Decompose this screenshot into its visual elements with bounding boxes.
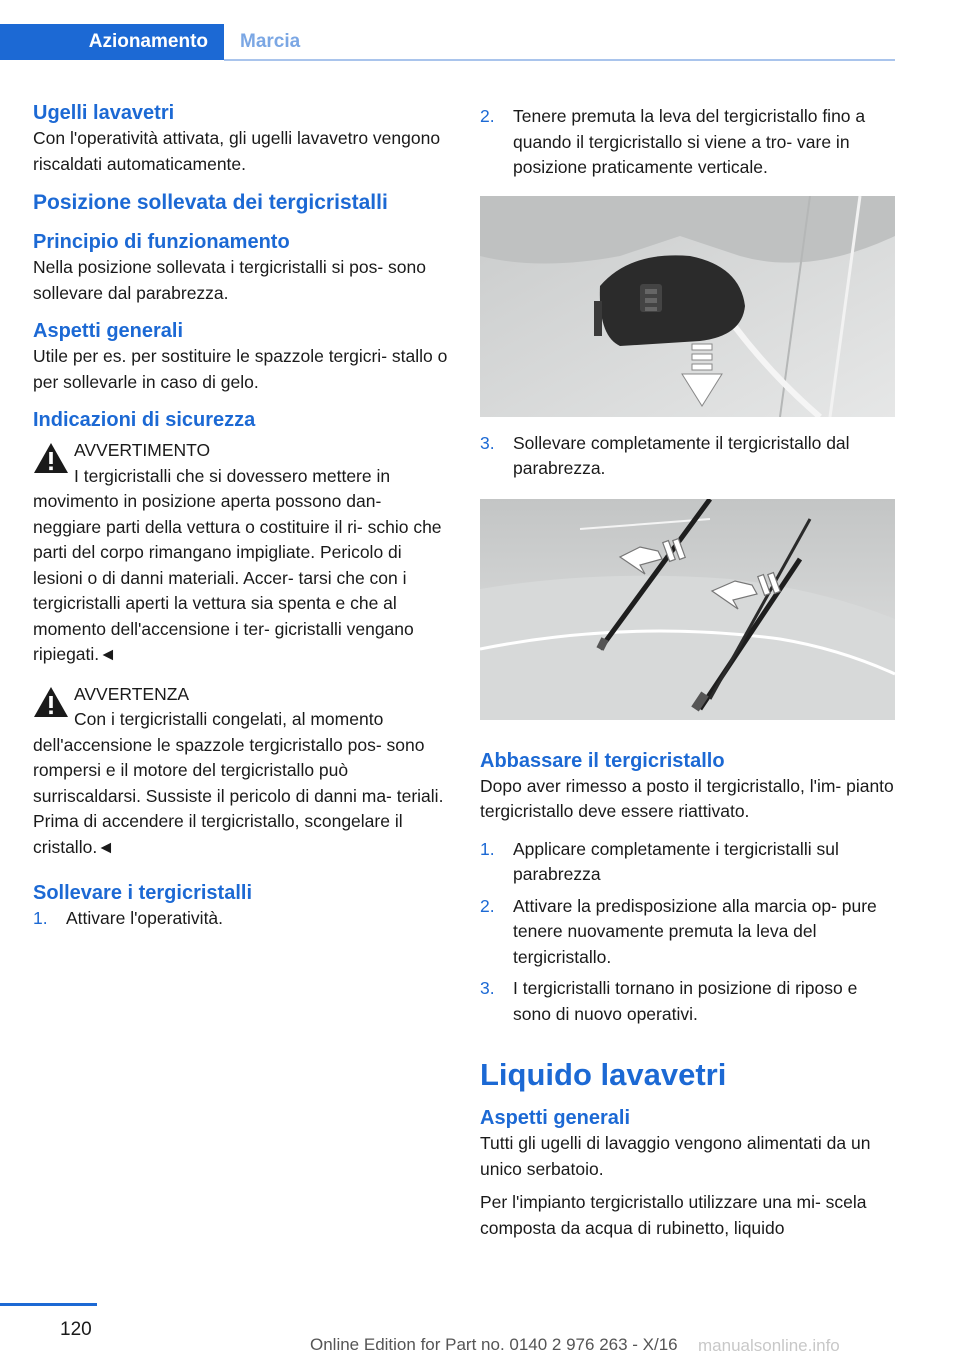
- list-item: [480, 104, 895, 181]
- figure-wiper-lever: [480, 196, 895, 417]
- tab-azionamento[interactable]: Azionamento: [0, 24, 224, 60]
- steps-sollevare-continued-2: [480, 431, 895, 482]
- warning-block-1: [33, 438, 448, 668]
- list-item: [33, 906, 448, 932]
- heading-sicurezza: Indicazioni di sicurezza: [33, 409, 256, 431]
- paragraph-principio: Nella posizione sollevata i tergicristalli si pos‐ sono sollevare dal parabrezza.: [33, 257, 426, 303]
- paragraph-aspetti-liquido-1: Tutti gli ugelli di lavaggio vengono alimentati da un unico serbatoio.: [480, 1133, 871, 1179]
- step-number: 1.: [33, 908, 48, 928]
- step-number: 2.: [480, 895, 495, 916]
- list-item: [480, 837, 895, 888]
- tab-marcia[interactable]: Marcia: [240, 31, 301, 52]
- step-text: Applicare completamente i tergicristalli sul parabrezza: [513, 838, 839, 884]
- warning-triangle-icon: [33, 686, 69, 718]
- warning-triangle-icon: [33, 442, 69, 474]
- steps-sollevare: [33, 906, 448, 932]
- left-column: [33, 100, 448, 932]
- list-item: [480, 894, 895, 971]
- warning-1-title: AVVERTIMENTO: [74, 440, 211, 460]
- right-column: [480, 104, 895, 1241]
- warning-1-text: I tergicristalli che si dovessero mettere in movimento in posizione aperta possono dan‐ neggiare parti della vettura o costituire il ri‐ schio che parti del corpo rimangano impigliate. Pericolo di lesioni o di danni materiali. Accer‐ tarsi che con i tergicristalli aperti la vettura sia spenta e che al momento dell'accensione i ter‐ gicristalli vengano ripiegati.◄: [33, 465, 442, 664]
- wiper-raised-illustration: [480, 499, 895, 720]
- step-text: I tergicristalli tornano in posizione di riposo e sono di nuovo operativi.: [513, 978, 858, 1024]
- step-text: Tenere premuta la leva del tergicristallo fino a quando il tergicristallo si viene a tro‐ vare in posizione praticamente verticale.: [513, 106, 866, 177]
- step-number: 2.: [480, 106, 495, 126]
- step-number: 3.: [480, 432, 495, 453]
- page-number: 120: [60, 1319, 92, 1340]
- paragraph-abbassare: Dopo aver rimesso a posto il tergicristallo, l'im‐ pianto tergicristallo deve essere riattivato.: [480, 775, 894, 821]
- heading-abbassare: Abbassare il tergicristallo: [480, 749, 725, 772]
- step-number: 3.: [480, 978, 495, 998]
- tab-underline: [224, 59, 895, 61]
- paragraph-ugelli: Con l'operatività attivata, gli ugelli lavavetro vengono riscaldati automaticamente.: [33, 128, 441, 174]
- warning-block-2: [33, 682, 448, 861]
- wiper-lever-illustration: [480, 196, 895, 417]
- step-text: Sollevare completamente il tergicristallo dal parabrezza.: [513, 432, 850, 478]
- warning-2-text: Con i tergicristalli congelati, al momento dell'accensione le spazzole tergicristallo pos‐ sono rompersi e il motore del tergicristallo può surriscaldarsi. Sussiste il pericolo di danni ma‐ teriali. Prima di accendere il tergicristallo, scongelare il cristallo.◄: [33, 709, 444, 857]
- step-number: 1.: [480, 838, 495, 859]
- paragraph-aspetti-liquido-2: Per l'impianto tergicristallo utilizzare una mi‐ scela composta da acqua di rubinetto, liquido: [480, 1192, 867, 1238]
- heading-sollevare: Sollevare i tergicristalli: [33, 882, 252, 904]
- list-item: [480, 976, 895, 1027]
- chapter-tab-bar: [0, 24, 895, 62]
- page-number-rule: [0, 1303, 97, 1306]
- warning-2-title: AVVERTENZA: [74, 683, 190, 704]
- paragraph-aspetti: Utile per es. per sostituire le spazzole tergicri‐ stallo o per sollevarle in caso di gelo.: [33, 346, 448, 392]
- steps-sollevare-continued: [480, 104, 895, 181]
- heading-liquido-lavavetri: Liquido lavavetri: [480, 1057, 727, 1092]
- heading-principio: Principio di funzionamento: [33, 231, 290, 253]
- heading-posizione-sollevata: Posizione sollevata dei tergicristalli: [33, 191, 388, 214]
- step-text: Attivare la predisposizione alla marcia op‐ pure tenere nuovamente premuta la leva del tergicristallo.: [513, 895, 877, 967]
- edition-footer: Online Edition for Part no. 0140 2 976 263 - X/16: [310, 1335, 678, 1354]
- steps-abbassare: [480, 837, 895, 1028]
- heading-aspetti-generali: Aspetti generali: [33, 320, 184, 342]
- step-text: Attivare l'operatività.: [66, 908, 224, 928]
- heading-ugelli: Ugelli lavavetri: [33, 102, 175, 124]
- list-item: [480, 431, 895, 482]
- watermark: manualsonline.info: [698, 1336, 840, 1355]
- figure-wiper-raised: [480, 499, 895, 720]
- heading-aspetti-generali-liquido: Aspetti generali: [480, 1107, 631, 1129]
